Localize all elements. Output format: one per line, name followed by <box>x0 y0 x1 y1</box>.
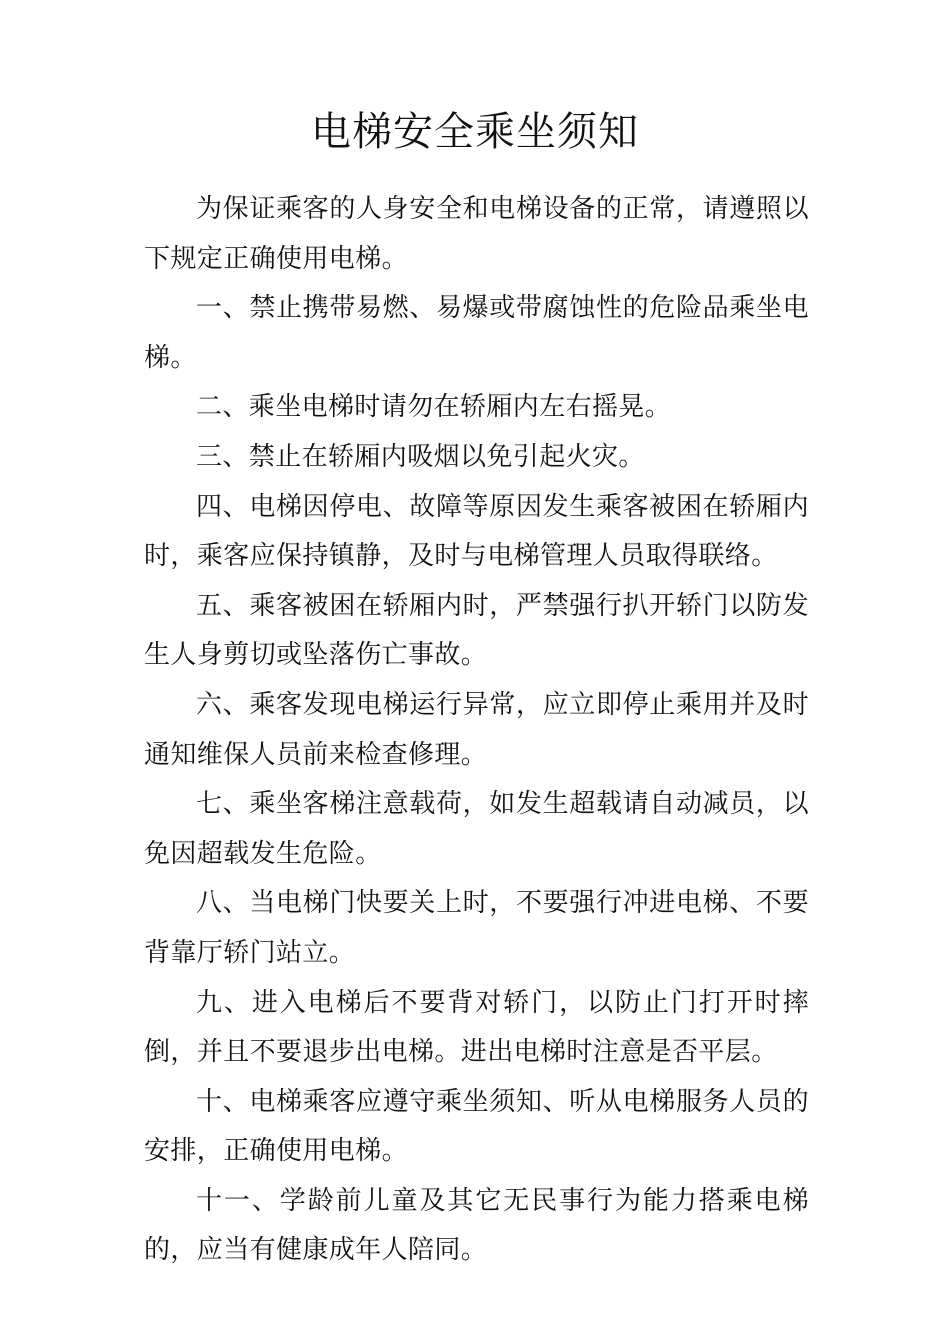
document-body <box>144 185 809 1276</box>
rule-item-6: 六、乘客发现电梯运行异常，应立即停止乘用并及时通知维保人员前来检查修理。 <box>144 689 809 770</box>
rule-item-5: 五、乘客被困在轿厢内时，严禁强行扒开轿门以防发生人身剪切或坠落伤亡事故。 <box>144 590 809 671</box>
intro-paragraph: 为保证乘客的人身安全和电梯设备的正常，请遵照以下规定正确使用电梯。 <box>144 194 809 274</box>
rule-item-11: 十一、学龄前儿童及其它无民事行为能力搭乘电梯的，应当有健康成年人陪同。 <box>144 1185 809 1266</box>
rule-item-7: 七、乘坐客梯注意载荷，如发生超载请自动减员，以免因超载发生危险。 <box>144 789 809 869</box>
rule-item-2: 二、乘坐电梯时请勿在轿厢内左右摇晃。 <box>196 392 672 423</box>
rule-item-8: 八、当电梯门快要关上时，不要强行冲进电梯、不要背靠厅轿门站立。 <box>144 888 809 968</box>
rule-item-10: 十、电梯乘客应遵守乘坐须知、听从电梯服务人员的安排，正确使用电梯。 <box>144 1086 809 1167</box>
rule-item-1: 一、禁止携带易燃、易爆或带腐蚀性的危险品乘坐电梯。 <box>144 293 809 373</box>
rule-item-4: 四、电梯因停电、故障等原因发生乘客被困在轿厢内时，乘客应保持镇静，及时与电梯管理人员取得联络。 <box>144 491 809 572</box>
document-title: 电梯安全乘坐须知 <box>311 109 639 155</box>
rule-item-3: 三、禁止在轿厢内吸烟以免引起火灾。 <box>196 441 645 472</box>
rule-item-9: 九、进入电梯后不要背对轿门，以防止门打开时摔倒，并且不要退步出电梯。进出电梯时注意是否平层。 <box>144 987 809 1068</box>
